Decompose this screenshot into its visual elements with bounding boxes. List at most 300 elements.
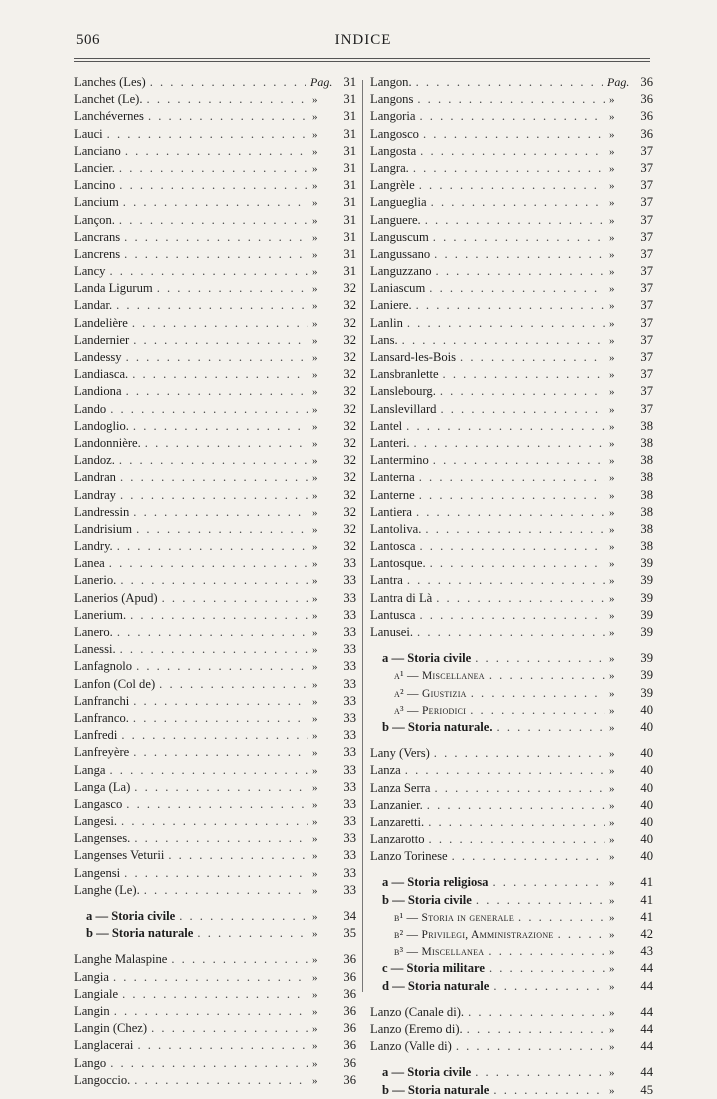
entry-page-number: 40: [640, 780, 653, 795]
entry-name: Lantel: [370, 418, 403, 433]
entry-name: Langia: [74, 969, 109, 984]
dot-leader: [116, 297, 308, 314]
entry-name: Langrèle: [370, 178, 415, 193]
entry-page-number: 36: [343, 952, 356, 967]
entry-name: Lanfranchi: [74, 693, 130, 708]
dot-leader: [493, 1082, 605, 1099]
entry-name: Lany (Vers): [370, 746, 430, 761]
dot-leader: [419, 469, 605, 486]
dot-leader: [130, 607, 308, 624]
page-marker: »: [312, 747, 318, 760]
index-entry: [74, 332, 356, 349]
entry-name: Landar.: [74, 298, 113, 313]
page-marker: »: [312, 609, 318, 622]
dot-leader: [123, 194, 308, 211]
entry-page-number: 39: [640, 590, 653, 605]
entry-name: a — Storia civile: [86, 909, 176, 923]
page-marker: »: [609, 799, 615, 812]
page-marker: »: [609, 963, 615, 976]
entry-page-number: 37: [640, 367, 653, 382]
index-entry: [370, 349, 653, 366]
page-marker: »: [312, 816, 318, 829]
dot-leader: [423, 126, 605, 143]
page-marker: »: [312, 317, 318, 330]
dot-leader: [126, 383, 308, 400]
index-entry: [370, 719, 653, 736]
dot-leader: [109, 263, 308, 280]
entry-page-number: 38: [640, 470, 653, 485]
page-marker: »: [609, 1006, 615, 1019]
index-entry: [370, 892, 653, 909]
index-entry: [74, 383, 356, 400]
dot-leader: [133, 418, 308, 435]
entry-name: b³ — Miscellanea: [394, 946, 485, 959]
entry-page-number: 45: [640, 1082, 653, 1097]
dot-leader: [416, 504, 605, 521]
page-marker: »: [312, 764, 318, 777]
entry-page-number: 43: [640, 944, 653, 959]
index-entry: [370, 555, 653, 572]
index-entry: [370, 177, 653, 194]
entry-page-number: 38: [640, 487, 653, 502]
entry-name: Langosco: [370, 126, 419, 141]
entry-page-number: 32: [343, 315, 356, 330]
dot-leader: [456, 1038, 605, 1055]
page-marker: »: [312, 94, 318, 107]
index-entry: [74, 229, 356, 246]
entry-page-number: 31: [343, 246, 356, 261]
entry-page-number: 32: [343, 470, 356, 485]
page-marker: »: [312, 558, 318, 571]
index-entry: [370, 702, 653, 719]
index-entry: [74, 1003, 356, 1020]
entry-name: Lanlin: [370, 315, 403, 330]
entry-page-number: 33: [343, 796, 356, 811]
dot-leader: [110, 1055, 308, 1072]
dot-leader: [124, 246, 308, 263]
entry-name: Langoccio.: [74, 1072, 131, 1087]
index-entry: [370, 538, 653, 555]
entry-name: Langiale: [74, 986, 119, 1001]
entry-page-number: 36: [343, 1021, 356, 1036]
entry-name: Laniascum: [370, 281, 426, 296]
entry-page-number: 39: [640, 668, 653, 683]
entry-name: Lanzaretti.: [370, 814, 425, 829]
index-entry: [370, 452, 653, 469]
index-entry: [370, 366, 653, 383]
entry-name: Langhe Malaspine: [74, 952, 168, 967]
index-entry: [370, 521, 653, 538]
index-entry: [370, 780, 653, 797]
dot-leader: [137, 1037, 308, 1054]
entry-name: Langussano: [370, 246, 431, 261]
dot-leader: [488, 943, 605, 960]
index-entry: [74, 830, 356, 847]
index-entry: [370, 943, 653, 960]
index-entry: [74, 160, 356, 177]
page-marker: »: [609, 437, 615, 450]
index-entry: [74, 74, 356, 91]
index-entry: [370, 487, 653, 504]
entry-page-number: 33: [343, 710, 356, 725]
page-marker: »: [312, 644, 318, 657]
dot-leader: [406, 418, 605, 435]
dot-leader: [425, 521, 605, 538]
entry-name: Lauci: [74, 126, 103, 141]
page-marker: »: [609, 834, 615, 847]
dot-leader: [114, 1003, 308, 1020]
dot-leader: [405, 762, 605, 779]
index-entry: [74, 452, 356, 469]
dot-leader: [416, 297, 605, 314]
page-header: [76, 32, 650, 56]
index-entry: [74, 727, 356, 744]
entry-name: Langosta: [370, 143, 417, 158]
entry-page-number: 32: [343, 521, 356, 536]
index-entry: [74, 676, 356, 693]
entry-name: Lantosque.: [370, 556, 426, 571]
page-marker: »: [609, 128, 615, 141]
index-entry: [74, 263, 356, 280]
dot-leader: [413, 160, 605, 177]
page-marker: »: [609, 300, 615, 313]
dot-leader: [119, 160, 308, 177]
entry-name: Langesi.: [74, 814, 118, 829]
dot-leader: [419, 108, 605, 125]
entry-name: Lanchet (Le).: [74, 92, 143, 107]
entry-name: a — Storia religiosa: [382, 875, 489, 890]
entry-page-number: 38: [640, 521, 653, 536]
dot-leader: [419, 538, 605, 555]
dot-leader: [436, 590, 605, 607]
entry-page-number: 39: [640, 556, 653, 571]
dot-leader: [136, 521, 308, 538]
page-marker: »: [609, 1084, 615, 1097]
page-marker: »: [312, 420, 318, 433]
entry-page-number: 31: [343, 195, 356, 210]
entry-page-number: 32: [343, 350, 356, 364]
entry-page-number: 38: [640, 435, 653, 450]
page-title: INDICE: [334, 32, 392, 48]
index-entry: [74, 762, 356, 779]
entry-name: Lanteri.: [370, 435, 410, 450]
dot-leader: [133, 504, 308, 521]
entry-page-number: 32: [343, 487, 356, 502]
dot-leader: [434, 246, 605, 263]
entry-page-number: 40: [640, 702, 653, 717]
entry-name: Landonnière.: [74, 435, 141, 450]
entry-name: Lancier.: [74, 160, 115, 175]
entry-name: Lans.: [370, 332, 398, 347]
entry-page-number: 40: [640, 719, 653, 734]
index-entry: [74, 882, 356, 899]
dot-leader: [151, 1020, 308, 1037]
entry-name: Landernier: [74, 332, 130, 347]
entry-page-number: 32: [343, 418, 356, 433]
index-entry: [370, 667, 653, 684]
entry-name: Landessy: [74, 350, 122, 364]
dot-leader: [124, 865, 308, 882]
entry-page-number: 40: [640, 814, 653, 829]
entry-name: b² — Privilegi, Amministrazione: [394, 929, 554, 941]
page-marker: »: [609, 911, 615, 924]
page-marker: »: [312, 472, 318, 485]
entry-page-number: 37: [640, 264, 653, 279]
dot-leader: [134, 779, 308, 796]
entry-page-number: 36: [343, 969, 356, 984]
index-entry: [370, 332, 653, 349]
entry-name: Lansbranlette: [370, 367, 439, 382]
entry-page-number: 33: [343, 865, 356, 880]
page-marker: »: [312, 592, 318, 605]
entry-page-number: 36: [343, 986, 356, 1001]
entry-page-number: 40: [640, 746, 653, 761]
dot-leader: [470, 702, 605, 719]
index-entry: [74, 813, 356, 830]
entry-page-number: 37: [640, 384, 653, 399]
dot-leader: [121, 727, 308, 744]
entry-page-number: 37: [640, 229, 653, 244]
dot-leader: [467, 1021, 605, 1038]
entry-page-number: 39: [640, 573, 653, 588]
entry-name: Lanciano: [74, 143, 121, 158]
entry-name: Lanza: [370, 763, 401, 778]
index-entry: [370, 263, 653, 280]
page-marker: »: [609, 627, 615, 639]
page-marker: »: [312, 489, 318, 502]
index-entry: [370, 74, 653, 91]
dot-leader: [168, 847, 308, 864]
entry-name: a¹ — Miscellanea: [394, 670, 485, 683]
entry-page-number: 34: [343, 909, 356, 923]
page-marker: »: [312, 678, 318, 691]
entry-page-number: 33: [343, 625, 356, 639]
index-entry: [370, 469, 653, 486]
entry-name: Lanches (Les): [74, 75, 146, 89]
dot-leader: [110, 401, 308, 418]
entry-name: Langensi: [74, 865, 121, 880]
entry-name: Langra.: [370, 160, 409, 175]
dot-leader: [159, 676, 308, 693]
dot-leader: [125, 143, 308, 160]
entry-page-number: 31: [343, 92, 356, 107]
entry-name: Lansard-les-Bois: [370, 350, 457, 364]
entry-page-number: 37: [640, 178, 653, 193]
entry-name: Langhe (Le).: [74, 882, 140, 897]
page-marker: »: [312, 954, 318, 967]
dot-leader: [133, 744, 308, 761]
page-marker: »: [609, 782, 615, 795]
dot-leader: [419, 177, 605, 194]
entry-name: Lanerios (Apud): [74, 590, 158, 605]
entry-name: Lanzo Torinese: [370, 849, 448, 864]
dot-leader: [425, 212, 605, 229]
dot-leader: [417, 91, 605, 108]
page-marker: »: [312, 180, 318, 193]
entry-page-number: 41: [640, 892, 653, 907]
page-marker: »: [609, 1023, 615, 1036]
entry-name: Lancino: [74, 178, 116, 193]
page-marker: »: [609, 111, 615, 124]
entry-name: c — Storia militare: [382, 961, 485, 976]
page-marker: »: [609, 894, 615, 907]
dot-leader: [117, 538, 308, 555]
page-marker: »: [312, 850, 318, 863]
entry-page-number: 37: [640, 212, 653, 227]
entry-page-number: 44: [640, 1021, 653, 1036]
page-marker: »: [609, 283, 615, 296]
index-entry: [74, 91, 356, 108]
page-marker: »: [609, 687, 615, 700]
index-entry: [370, 960, 653, 977]
entry-name: Lanerio.: [74, 573, 117, 588]
page-marker: »: [312, 1023, 318, 1036]
page-marker: »: [609, 575, 615, 588]
page-marker: »: [312, 730, 318, 743]
entry-name: Lanza Serra: [370, 780, 431, 795]
entry-page-number: 32: [343, 435, 356, 450]
page-marker: »: [609, 369, 615, 382]
entry-page-number: 32: [343, 401, 356, 416]
dot-leader: [120, 487, 308, 504]
index-entry: [370, 91, 653, 108]
page-marker: »: [312, 523, 318, 536]
page-marker: »: [609, 197, 615, 210]
entry-name: Langenses Veturii: [74, 848, 165, 863]
entry-name: Lando: [74, 401, 107, 416]
entry-page-number: 38: [640, 539, 653, 554]
entry-page-number: 37: [640, 401, 653, 416]
page-marker: »: [312, 300, 318, 313]
entry-name: Languzzano: [370, 264, 432, 279]
page-marker: »: [312, 455, 318, 468]
entry-name: a — Storia civile: [382, 1065, 472, 1080]
index-entry: [370, 814, 653, 831]
index-entry: [74, 607, 356, 624]
index-entry: [370, 848, 653, 865]
page-marker: »: [312, 266, 318, 279]
index-entry: [370, 874, 653, 891]
page-marker: »: [312, 334, 318, 347]
index-entry: [370, 108, 653, 125]
entry-name: Lanusei.: [370, 625, 414, 639]
index-entry: [74, 779, 356, 796]
index-entry: [74, 126, 356, 143]
entry-name: a² — Giustizia: [394, 687, 467, 700]
entry-page-number: 33: [343, 659, 356, 674]
page-marker: »: [312, 1057, 318, 1070]
page-marker: »: [609, 592, 615, 605]
dot-leader: [402, 332, 605, 349]
entry-name: Lantra di Là: [370, 590, 433, 605]
entry-page-number: 44: [640, 1065, 653, 1080]
header-rule: [74, 58, 650, 62]
entry-page-number: 40: [640, 797, 653, 812]
index-entry: [74, 658, 356, 675]
index-entry: [74, 349, 356, 366]
page-marker: »: [312, 1074, 318, 1087]
index-entry: [370, 572, 653, 589]
dot-leader: [133, 332, 308, 349]
page-marker: »: [609, 145, 615, 158]
entry-page-number: 31: [343, 143, 356, 158]
dot-leader: [419, 607, 605, 624]
page-marker: »: [609, 231, 615, 244]
index-entry: [74, 969, 356, 986]
page-marker: »: [609, 523, 615, 536]
entry-page-number: 31: [343, 160, 356, 175]
entry-page-number: 32: [343, 384, 356, 399]
entry-name: Lanslebourg.: [370, 384, 436, 399]
entry-name: Landry.: [74, 539, 113, 554]
entry-page-number: 41: [640, 909, 653, 924]
entry-name: Lantusca: [370, 607, 416, 622]
page-marker: »: [609, 455, 615, 468]
page-marker: »: [609, 765, 615, 778]
dot-leader: [117, 624, 308, 641]
entry-page-number: 31: [343, 264, 356, 279]
entry-page-number: 33: [343, 556, 356, 571]
dot-leader: [443, 366, 605, 383]
entry-page-number: 36: [343, 1055, 356, 1070]
page-marker: »: [312, 911, 318, 923]
index-entry: [74, 1037, 356, 1054]
index-entry: [74, 504, 356, 521]
entry-name: Lanerium.: [74, 607, 127, 622]
entry-name: Lanzo (Canale di).: [370, 1004, 465, 1019]
dot-leader: [134, 830, 308, 847]
index-entry: [74, 315, 356, 332]
dot-leader: [113, 969, 308, 986]
entry-name: Lanero.: [74, 625, 113, 639]
index-entry: [74, 487, 356, 504]
dot-leader: [157, 280, 308, 297]
index-entry: [370, 229, 653, 246]
entry-page-number: 36: [640, 126, 653, 141]
entry-page-number: 31: [343, 75, 356, 89]
entry-name: Landoglio.: [74, 418, 129, 433]
dot-leader: [489, 960, 605, 977]
dot-leader: [428, 814, 605, 831]
dot-leader: [475, 650, 605, 667]
column-divider: [362, 80, 363, 992]
entry-name: Lantosca: [370, 539, 416, 554]
dot-leader: [497, 719, 605, 736]
entry-name: Languscum: [370, 229, 429, 244]
index-entry: [370, 590, 653, 607]
page-marker: »: [312, 867, 318, 880]
entry-name: Lanea: [74, 556, 105, 571]
page-marker: »: [312, 798, 318, 811]
dot-leader: [119, 452, 308, 469]
entry-name: Lantiera: [370, 504, 412, 519]
index-entry: [370, 745, 653, 762]
index-entry: [370, 831, 653, 848]
entry-name: Lanterne: [370, 487, 415, 502]
entry-page-number: 37: [640, 246, 653, 261]
page-marker: »: [609, 180, 615, 193]
page-marker: »: [609, 317, 615, 330]
page-marker: »: [609, 851, 615, 864]
entry-name: Lanessi.: [74, 642, 116, 657]
entry-page-number: 39: [640, 625, 653, 639]
index-entry: [370, 315, 653, 332]
dot-leader: [147, 91, 308, 108]
entry-name: Langasco: [74, 796, 123, 811]
entry-name: Languere.: [370, 212, 421, 227]
entry-page-number: 33: [343, 779, 356, 794]
entry-page-number: 33: [343, 693, 356, 708]
